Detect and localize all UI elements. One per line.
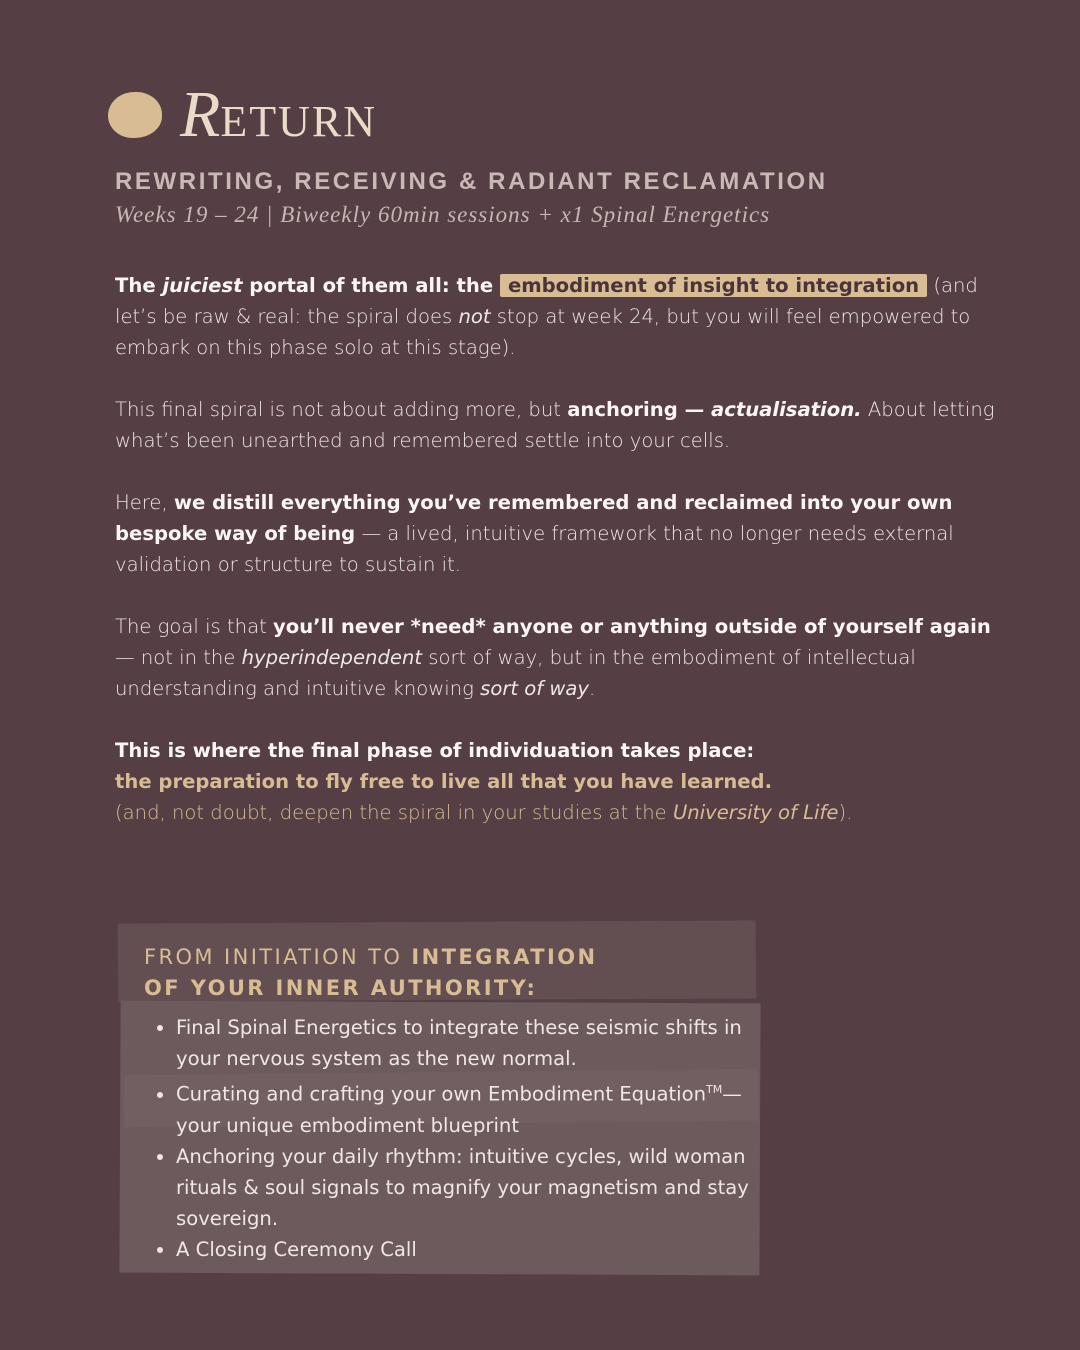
list-item: • Final Spinal Energetics to integrate these seismic shifts in your nervous system as the new normal. [176, 1012, 776, 1074]
highlight-phrase: embodiment of insight to integration [500, 274, 927, 297]
paragraph-goal: The goal is that you’ll never *need* anyone or anything outside of yourself again — not in the hyperindependent sort of way, but in the embodiment of intellectual understanding and intuitive knowing sort of way. [115, 615, 991, 700]
list-item: • Curating and crafting your own Embodiment Equation™— your unique embodiment blueprint [176, 1074, 776, 1141]
moon-circle-icon [108, 92, 162, 138]
paragraph-anchoring: This final spiral is not about adding more, but anchoring — actualisation. About letting what’s been unearthed and remembered settle into your cells. [115, 398, 995, 452]
schedule-info: Weeks 19 – 24 | Biweekly 60min sessions + x1 Spinal Energetics [115, 202, 771, 227]
paragraph-individuation: This is where the final phase of individuation takes place: the preparation to fly free to live all that you have learned. (and, not doubt, deepen the spiral in your studies at the University of Life). [115, 739, 853, 824]
page-title: RETURN [180, 78, 377, 151]
card-list [144, 1012, 776, 1265]
section-subtitle: REWRITING, RECEIVING & RADIANT RECLAMATION [115, 168, 828, 195]
list-item: • A Closing Ceremony Call [176, 1234, 776, 1265]
body-text [115, 270, 995, 859]
list-item: • Anchoring your daily rhythm: intuitive cycles, wild woman rituals & soul signals to magnify your magnetism and stay sovereign. [176, 1141, 776, 1234]
integration-card [118, 922, 758, 1272]
card-heading: FROM INITIATION TO INTEGRATION OF YOUR INNER AUTHORITY: [144, 945, 598, 1000]
paragraph-intro: The juiciest portal of them all: the embodiment of insight to integration (and let’s be raw & real: the spiral does not stop at week 24, but you will feel empowered to embark on this phase solo at this stage). [115, 274, 978, 359]
paragraph-distill: Here, we distill everything you’ve remembered and reclaimed into your own bespoke way of being — a lived, intuitive framework that no longer needs external validation or structure to sustain it. [115, 491, 954, 576]
